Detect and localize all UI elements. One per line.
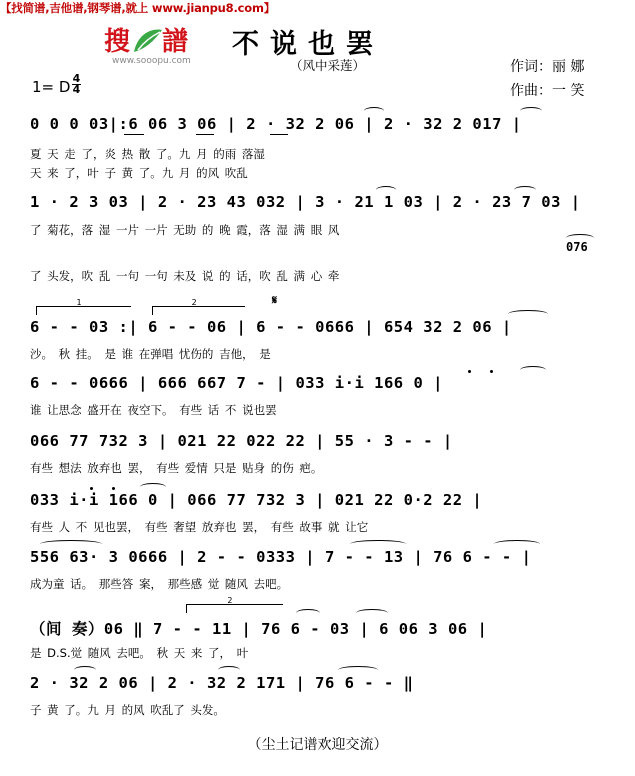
slur-mark bbox=[566, 234, 594, 242]
slur-mark bbox=[296, 609, 320, 617]
slur-mark bbox=[520, 107, 542, 115]
time-signature: 4 4 bbox=[72, 72, 81, 96]
score-row-6-lyric: 有些 人 不 见也罢， 有些 奢望 放弃也 罢， 有些 故事 就 让它 bbox=[30, 520, 369, 534]
segno-sign: 𝄋 bbox=[272, 293, 278, 307]
site-banner[interactable]: 【找简谱,吉他谱,钢琴谱,就上 www.jianpu8.com】 bbox=[0, 1, 276, 15]
score-row-8-notes: （间 奏）06 ‖ 7 - - 11 | 76 6 - 03 | 6 06 3 06 | bbox=[30, 620, 488, 638]
key-signature: 1= D bbox=[32, 78, 71, 96]
slur-mark bbox=[218, 666, 240, 674]
slur-mark bbox=[140, 483, 166, 491]
sooopu-logo bbox=[104, 22, 214, 60]
slur-mark bbox=[494, 540, 540, 548]
high-octave-dot bbox=[490, 370, 493, 373]
slur-mark bbox=[508, 310, 548, 318]
score-row-2-notes: 1 · 2 3 03 | 2 · 23 43 032 | 3 · 21 1 03 | 2 · 23 7 03 | bbox=[30, 193, 581, 211]
score-row-5-lyric: 有些 想法 放弃也 罢， 有些 爱情 只是 贴身 的伤 疤。 bbox=[30, 461, 323, 475]
score-row-9-lyric: 子 黄 了。九 月 的风 吹乱了 头发。 bbox=[30, 703, 225, 717]
lyricist-credit: 作词：丽 娜 bbox=[510, 59, 585, 75]
second-ending-bracket: 2 bbox=[186, 604, 283, 613]
score-row-3-notes: 6 - - 03 :| 6 - - 06 | 6 - - 0666 | 654 32 2 06 | bbox=[30, 318, 512, 336]
song-title: 不说也罢 bbox=[232, 29, 384, 60]
beam-underline bbox=[196, 134, 214, 135]
high-octave-dot bbox=[112, 487, 115, 490]
score-row-2-lyric-2: 了 头发，吹 乱 一句 一句 未及 说 的 话，吹 乱 满 心 牵 bbox=[30, 269, 340, 283]
score-row-5-notes: 066 77 732 3 | 021 22 022 22 | 55 · 3 - - | bbox=[30, 432, 453, 450]
slur-mark bbox=[74, 666, 96, 674]
slur-mark bbox=[40, 540, 102, 548]
slur-mark bbox=[356, 609, 388, 617]
first-ending-bracket: 1 bbox=[36, 306, 131, 315]
score-row-1-lyric-2: 天 来 了，叶 子 黄 了。九 月 的风 吹乱 bbox=[30, 166, 248, 180]
score-row-1-notes: 0 0 0 03|:6 06 3 06 | 2 · 32 2 06 | 2 · 32 2 017 | bbox=[30, 115, 522, 133]
slur-mark bbox=[338, 666, 378, 674]
slur-mark bbox=[514, 186, 536, 194]
slur-mark bbox=[376, 186, 396, 194]
second-ending-bracket: 2 bbox=[152, 306, 245, 315]
svg-text:譜: 譜 bbox=[162, 27, 189, 57]
footer-note: （尘土记谱欢迎交流） bbox=[247, 737, 388, 753]
logo-url: www.sooopu.com bbox=[112, 56, 191, 66]
song-subtitle: （风中采莲） bbox=[290, 58, 366, 73]
score-row-7-lyric: 成为童 话。 那些答 案， 那些感 觉 随风 去吧。 bbox=[30, 577, 289, 591]
score-row-2-lyric-1: 了 菊花，落 湿 一片 一片 无助 的 晚 霞，落 湿 满 眼 风 bbox=[30, 223, 340, 237]
high-octave-dot bbox=[468, 370, 471, 373]
svg-text:搜: 搜 bbox=[104, 27, 131, 57]
score-row-1-lyric-1: 夏 天 走 了，炎 热 散 了。九 月 的雨 落湿 bbox=[30, 147, 265, 161]
score-row-4-lyric: 谁 让思念 盛开在 夜空下。 有些 话 不 说也罢 bbox=[30, 403, 277, 417]
high-octave-dot bbox=[90, 487, 93, 490]
beam-underline bbox=[124, 134, 144, 135]
score-row-7-notes: 556 63· 3 0666 | 2 - - 0333 | 7 - - 13 | 76 6 - - | bbox=[30, 548, 532, 566]
composer-credit: 作曲：一 笑 bbox=[510, 83, 585, 99]
score-row-3-lyric: 沙。 秋 挂。 是 谁 在弹唱 忧伤的 吉他， 是 bbox=[30, 347, 271, 361]
score-row-8-lyric: 是 D.S.觉 随风 去吧。 秋 天 来 了， 叶 bbox=[30, 646, 249, 660]
score-row-4-notes: 6 - - 0666 | 666 667 7 - | 033 i·i 166 0 | bbox=[30, 374, 443, 392]
slur-mark bbox=[350, 540, 406, 548]
score-row-6-notes: 033 i·i 166 0 | 066 77 732 3 | 021 22 0·2 22 | bbox=[30, 491, 483, 509]
beam-underline bbox=[270, 134, 288, 135]
slur-mark bbox=[520, 366, 546, 374]
pickup-notes: 076 bbox=[566, 240, 588, 254]
slur-mark bbox=[364, 107, 384, 115]
score-row-9-notes: 2 · 32 2 06 | 2 · 32 2 171 | 76 6 - - ‖ bbox=[30, 674, 414, 692]
